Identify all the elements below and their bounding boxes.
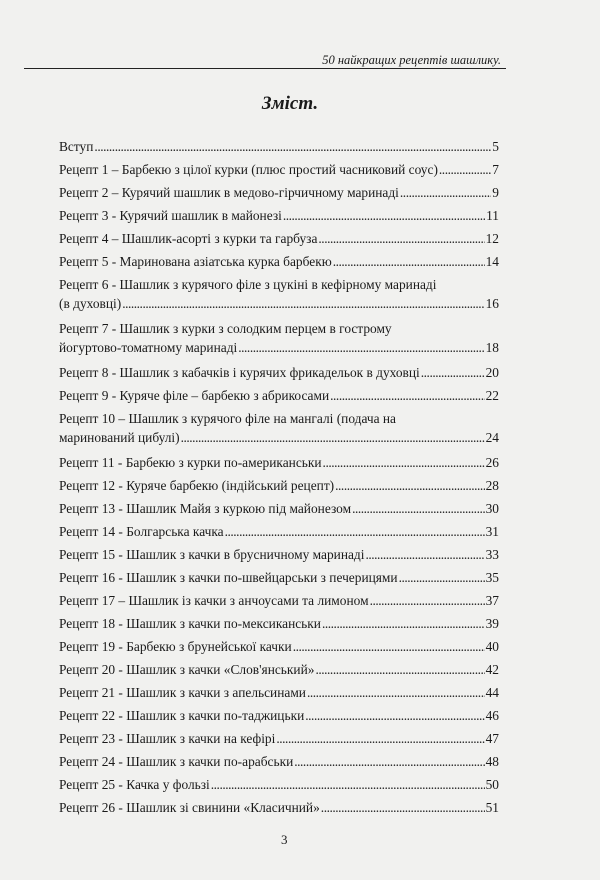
- toc-entry-text: Рецепт 7 - Шашлик з курки з солодким перцем в гострому: [59, 321, 392, 336]
- header-rule: [24, 68, 506, 69]
- dot-leader: [421, 363, 485, 382]
- toc-entry: [59, 591, 499, 610]
- toc-page-number: 44: [485, 685, 499, 700]
- toc-entry-text: Рецепт 3 - Курячий шашлик в майонезі: [59, 208, 282, 223]
- toc-entry-text: маринований цибулі): [59, 430, 180, 445]
- toc-entry-text: Рецепт 11 - Барбекю з курки по-американськи: [59, 455, 322, 470]
- dot-leader: [305, 706, 484, 725]
- dot-leader: [94, 137, 491, 156]
- dot-leader: [293, 637, 485, 656]
- toc-page-number: 28: [485, 478, 499, 493]
- toc-page-number: 46: [485, 708, 499, 723]
- dot-leader: [333, 252, 485, 271]
- toc-entry: [59, 499, 499, 518]
- page-number: 3: [281, 832, 288, 847]
- toc-entry: [59, 775, 499, 794]
- toc-entry-text: Рецепт 17 – Шашлик із качки з анчоусами та лимоном: [59, 593, 369, 608]
- dot-leader: [330, 386, 484, 405]
- toc-entry-text: Рецепт 15 - Шашлик з качки в брусничному маринаді: [59, 547, 365, 562]
- toc-entry: [59, 637, 499, 656]
- toc-entry-text: Рецепт 4 – Шашлик-асорті з курки та гарбуза: [59, 231, 318, 246]
- dot-leader: [294, 752, 484, 771]
- toc-entry-text: (в духовці): [59, 296, 122, 311]
- toc-page-number: 35: [485, 570, 499, 585]
- toc-page-number: 40: [485, 639, 499, 654]
- toc-entry: [59, 545, 499, 564]
- dot-leader: [370, 591, 485, 610]
- dot-leader: [365, 545, 484, 564]
- toc-entry: [59, 706, 499, 725]
- toc-page-number: 11: [486, 208, 499, 223]
- toc-entry: [59, 183, 499, 202]
- toc-page-number: 24: [485, 430, 499, 445]
- toc-page-number: 42: [485, 662, 499, 677]
- table-of-contents: [59, 137, 499, 821]
- toc-entry: [59, 229, 499, 248]
- dot-leader: [335, 476, 484, 495]
- toc-entry-text: Рецепт 23 - Шашлик з качки на кефірі: [59, 731, 276, 746]
- toc-entry: [59, 275, 499, 313]
- dot-leader: [400, 183, 491, 202]
- toc-entry-text: Рецепт 12 - Куряче барбекю (індійський рецепт): [59, 478, 335, 493]
- toc-entry-text: Рецепт 2 – Курячий шашлик в медово-гірчичному маринаді: [59, 185, 399, 200]
- toc-entry: [59, 252, 499, 271]
- toc-entry: [59, 409, 499, 447]
- toc-entry: [59, 363, 499, 382]
- toc-page-number: 48: [485, 754, 499, 769]
- running-header: 50 найкращих рецептів шашлику.: [322, 53, 501, 67]
- dot-leader: [322, 614, 485, 633]
- toc-entry-text: Рецепт 14 - Болгарська качка: [59, 524, 224, 539]
- toc-entry-text: Рецепт 21 - Шашлик з качки з апельсинами: [59, 685, 306, 700]
- toc-entry-text: йогуртово-томатному маринаді: [59, 340, 238, 355]
- dot-leader: [211, 775, 485, 794]
- toc-page-number: 30: [485, 501, 499, 516]
- toc-entry: [59, 660, 499, 679]
- toc-entry: [59, 319, 499, 357]
- toc-page-number: 7: [492, 162, 499, 177]
- toc-entry: [59, 568, 499, 587]
- toc-page-number: 16: [485, 296, 499, 311]
- toc-entry-text: Рецепт 18 - Шашлик з качки по-мексиканськи: [59, 616, 321, 631]
- toc-entry: [59, 453, 499, 472]
- toc-entry: [59, 752, 499, 771]
- toc-entry: [59, 206, 499, 225]
- dot-leader: [318, 229, 484, 248]
- dot-leader: [321, 798, 485, 817]
- toc-entry-text: Рецепт 20 - Шашлик з качки «Слов'янський»: [59, 662, 315, 677]
- toc-entry-text: Рецепт 1 – Барбекю з цілої курки (плюс простий часниковий соус): [59, 162, 438, 177]
- toc-entry: [59, 137, 499, 156]
- toc-entry: [59, 160, 499, 179]
- toc-entry: [59, 614, 499, 633]
- toc-title: Зміст.: [261, 93, 319, 114]
- toc-entry: [59, 683, 499, 702]
- toc-entry: [59, 386, 499, 405]
- toc-entry-text: Рецепт 22 - Шашлик з качки по-таджицьки: [59, 708, 305, 723]
- toc-entry-text: Рецепт 6 - Шашлик з курячого філе з цукіні в кефірному маринаді: [59, 277, 437, 292]
- toc-entry-text: Рецепт 19 - Барбекю з брунейської качки: [59, 639, 292, 654]
- dot-leader: [225, 522, 485, 541]
- toc-entry-text: Рецепт 10 – Шашлик з курячого філе на мангалі (подача на: [59, 411, 396, 426]
- dot-leader: [276, 729, 484, 748]
- dot-leader: [323, 453, 485, 472]
- toc-page-number: 12: [485, 231, 499, 246]
- toc-entry-text: Рецепт 5 - Маринована азіатська курка барбекю: [59, 254, 332, 269]
- toc-page-number: 33: [485, 547, 499, 562]
- toc-entry: [59, 476, 499, 495]
- toc-entry-text: Рецепт 9 - Куряче філе – барбекю з абрикосами: [59, 388, 330, 403]
- toc-page-number: 5: [492, 139, 499, 154]
- toc-page-number: 14: [485, 254, 499, 269]
- dot-leader: [238, 338, 484, 357]
- toc-page-number: 51: [485, 800, 499, 815]
- dot-leader: [439, 160, 491, 179]
- toc-page-number: 26: [485, 455, 499, 470]
- toc-page-number: 31: [485, 524, 499, 539]
- toc-entry-text: Рецепт 24 - Шашлик з качки по-арабськи: [59, 754, 294, 769]
- toc-page-number: 9: [492, 185, 499, 200]
- toc-page-number: 22: [485, 388, 499, 403]
- toc-entry: [59, 729, 499, 748]
- toc-entry-text: Рецепт 16 - Шашлик з качки по-швейцарськи з печерицями: [59, 570, 398, 585]
- dot-leader: [307, 683, 485, 702]
- dot-leader: [181, 428, 485, 447]
- toc-entry-text: Рецепт 13 - Шашлик Майя з куркою під майонезом: [59, 501, 352, 516]
- dot-leader: [315, 660, 484, 679]
- dot-leader: [283, 206, 485, 225]
- toc-page-number: 20: [485, 365, 499, 380]
- toc-page-number: 37: [485, 593, 499, 608]
- toc-page-number: 50: [485, 777, 499, 792]
- toc-entry-text: Рецепт 26 - Шашлик зі свинини «Класичний»: [59, 800, 320, 815]
- toc-page-number: 39: [485, 616, 499, 631]
- dot-leader: [399, 568, 485, 587]
- toc-entry-text: Рецепт 8 - Шашлик з кабачків і курячих фрикадельок в духовці: [59, 365, 420, 380]
- toc-entry: [59, 522, 499, 541]
- toc-entry-text: Рецепт 25 - Качка у фользі: [59, 777, 210, 792]
- dot-leader: [352, 499, 485, 518]
- toc-page-number: 47: [485, 731, 499, 746]
- dot-leader: [122, 294, 484, 313]
- toc-entry: [59, 798, 499, 817]
- toc-entry-text: Вступ: [59, 139, 94, 154]
- toc-page-number: 18: [485, 340, 499, 355]
